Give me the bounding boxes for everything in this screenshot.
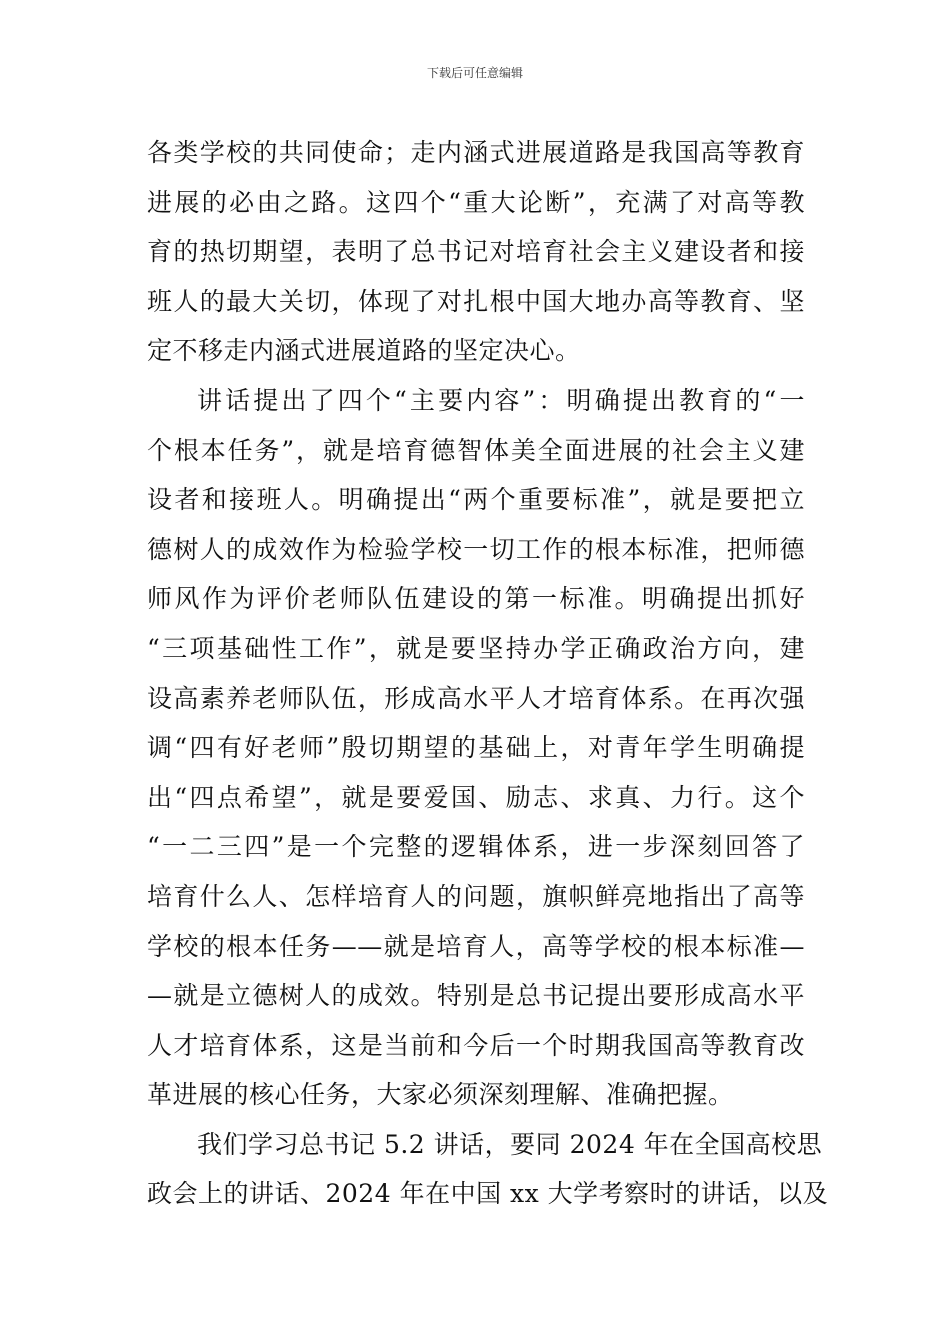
paragraph: [147, 376, 805, 1120]
text-line: 革进展的核心任务，大家必须深刻理解、准确把握。: [147, 1080, 734, 1110]
text-line: —就是立德树人的成效。特别是总书记提出要形成高水平: [147, 981, 805, 1011]
text-line: 师风作为评价老师队伍建设的第一标准。明确提出抓好: [147, 584, 805, 614]
text-line: 定不移走内涵式进展道路的坚定决心。: [147, 336, 581, 366]
text-line: 培育什么人、怎样培育人的问题，旗帜鲜亮地指出了高等: [147, 881, 805, 911]
text-line: 讲话提出了四个“主要内容”：明确提出教育的“一: [197, 385, 805, 415]
text-line: 调“四有好老师”殷切期望的基础上，对青年学生明确提: [147, 733, 805, 763]
text-line: 个根本任务”，就是培育德智体美全面进展的社会主义建: [147, 435, 805, 465]
text-line: 各类学校的共同使命；走内涵式进展道路是我国高等教育: [147, 138, 805, 167]
text-line: “一二三四”是一个完整的逻辑体系，进一步深刻回答了: [147, 832, 805, 862]
text-line: 设高素养老师队伍，形成高水平人才培育体系。在再次强: [147, 683, 805, 713]
text-line: 学校的根本任务——就是培育人，高等学校的根本标准—: [147, 931, 805, 961]
text-line: 育的热切期望，表明了总书记对培育社会主义建设者和接: [147, 237, 805, 267]
text-line: 我们学习总书记 5.2 讲话，要同 2024 年在全国高校思: [197, 1129, 823, 1159]
text-line: 班人的最大关切，体现了对扎根中国大地办高等教育、坚: [147, 286, 805, 316]
text-line: 政会上的讲话、2024 年在中国 xx 大学考察时的讲话，以及: [147, 1179, 829, 1209]
text-line: 人才培育体系，这是当前和今后一个时期我国高等教育改: [147, 1030, 805, 1060]
document-body: [147, 128, 829, 1219]
paragraph: [147, 1120, 829, 1219]
text-line: “三项基础性工作”，就是要坚持办学正确政治方向，建: [147, 633, 805, 663]
page-header: 下载后可任意编辑: [426, 66, 523, 80]
paragraph: [147, 128, 805, 376]
text-line: 进展的必由之路。这四个“重大论断”，充满了对高等教: [147, 187, 805, 217]
text-line: 德树人的成效作为检验学校一切工作的根本标准，把师德: [147, 534, 805, 564]
text-line: 设者和接班人。明确提出“两个重要标准”，就是要把立: [147, 485, 805, 515]
text-line: 出“四点希望”，就是要爱国、励志、求真、力行。这个: [147, 782, 805, 812]
